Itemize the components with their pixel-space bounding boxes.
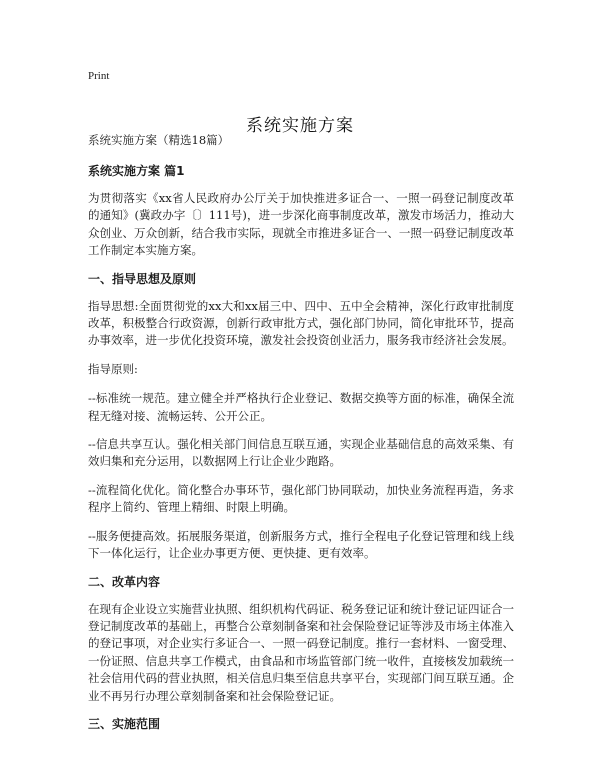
section2-heading: 二、改革内容 — [88, 574, 161, 589]
principle-item: --标准统一规范。建立健全并严格执行企业登记、数据交换等方面的标准，确保全流程无缝对接、流畅运转、公开公正。 — [88, 391, 514, 423]
principles-label: 指导原则: — [88, 361, 138, 376]
intro-paragraph: 为贯彻落实《xx省人民政府办公厅关于加快推进多证合一、一照一码登记制度改革的通知》(冀政办字〔〕111号)，进一步深化商事制度改革，激发市场活力，推动大众创业、万众创新，结合我市实际，现就全市推进多证合一、一照一码登记制度改革工作制定本实施方案。 — [88, 191, 514, 258]
reform-content-paragraph: 在现有企业设立实施营业执照、组织机构代码证、税务登记证和统计登记证四证合一登记制度改革的基础上，再整合公章刻制备案和社会保险登记证等涉及市场主体准入的登记事项，对企业实行多证合一、一照一码登记制度。推行一套材料、一窗受理、一份证照、信息共享工作模式，由食品和市场监管部门统一收件，直接核发加载统一社会信用代码的营业执照，相关信息归集至信息共享平台，实现部门间互联互通。企业不再另行办理公章刻制备案和社会保险登记证。 — [88, 601, 514, 703]
principle-item: --流程简化优化。简化整合办事环节，强化部门协同联动，加快业务流程再造，务求程序上简约、管理上精细、时限上明确。 — [88, 482, 514, 515]
principle-item: --信息共享互认。强化相关部门间信息互联互通，实现企业基础信息的高效采集、有效归集和充分运用，以数据网上行让企业少跑路。 — [88, 437, 514, 469]
guiding-thought-paragraph: 指导思想:全面贯彻党的xx大和xx届三中、四中、五中全会精神，深化行政审批制度改革，积极整合行政资源，创新行政审批方式，强化部门协同，简化审批环节，提高办事效率，进一步优化投资环境，激发社会投资创业活力，服务我市经济社会发展。 — [88, 298, 514, 348]
part1-heading: 系统实施方案 篇1 — [88, 164, 185, 178]
document-title: 系统实施方案 — [246, 116, 354, 137]
print-link[interactable]: Print — [88, 70, 110, 82]
section1-heading: 一、指导思想及原则 — [88, 271, 197, 286]
section3-heading: 三、实施范围 — [88, 716, 161, 731]
document-body — [88, 132, 514, 743]
document-subtitle: 系统实施方案（精选18篇） — [88, 133, 230, 147]
principle-item: --服务便捷高效。拓展服务渠道，创新服务方式，推行全程电子化登记管理和线上线下一体化运行，让企业办事更方便、更快捷、更有效率。 — [88, 528, 514, 561]
